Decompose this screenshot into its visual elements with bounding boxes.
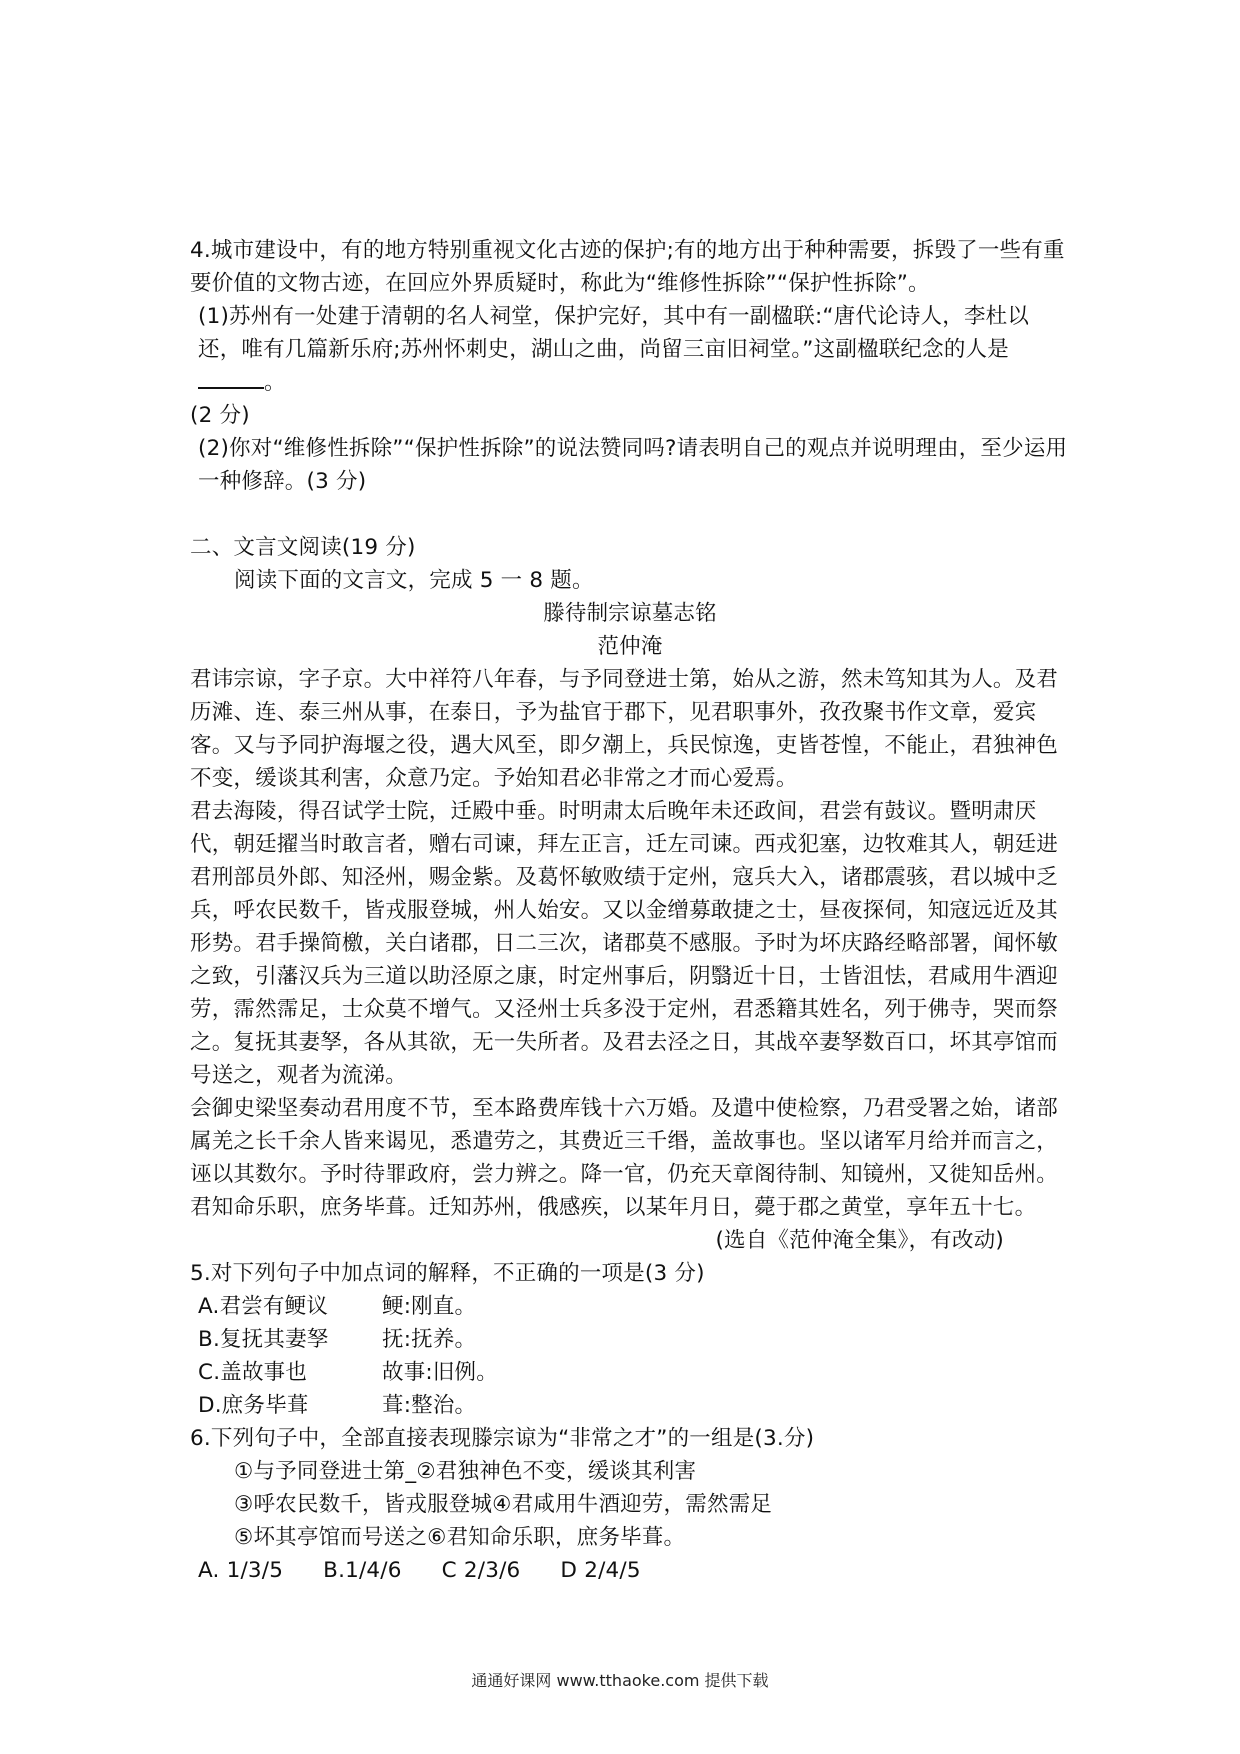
question-6-answer-b: B.1/4/6 bbox=[323, 1558, 402, 1583]
passage-paragraph-2: 君去海陵，得召试学士院，迁殿中垂。时明肃太后晚年未还政间，君尝有鼓议。暨明肃厌代，朝廷擢当时敢言者，赠右司谏，拜左正言，迁左司谏。西戎犯塞，边牧难其人，朝廷进君刑部员外郎、知泾州，赐金紫。及葛怀敏败绩于定州，寇兵大入，诸郡震骇，君以城中乏兵，呼农民数千，皆戎服登城，州人始安。又以金缯募敢捷之士，昼夜探伺，知寇远近及其形势。君手操简檄，关白诸郡，日二三次，诸郡莫不感服。予时为坏庆路经略部署，闻怀敏之致，引藩汉兵为三道以助泾原之康，时定州事后，阴翳近十日，士皆沮怯，君咸用牛酒迎劳，霈然霈足，士众莫不增气。又泾州士兵多没于定州，君悉籍其姓名，列于佛寺，哭而祭之。复抚其妻孥，各从其欲，无一失所者。及君去泾之日，其战卒妻孥数百口，坏其亭馆而号送之，观者为流涕。 bbox=[190, 799, 1059, 1088]
passage-source: (选自《范仲淹全集》，有改动) bbox=[715, 1228, 1004, 1253]
option-gloss: 葺:整治。 bbox=[382, 1393, 477, 1418]
question-6-answer-a: A. 1/3/5 bbox=[198, 1558, 284, 1583]
option-sentence: C.盖故事也 bbox=[198, 1360, 308, 1385]
question-5-option-b bbox=[190, 1323, 1070, 1356]
question-6-line-2: ③呼农民数千，皆戎服登城④君咸用牛酒迎劳，需然需足 bbox=[234, 1492, 773, 1517]
question-6-answer-d: D 2/4/5 bbox=[560, 1558, 641, 1583]
question-6-answers bbox=[190, 1554, 1070, 1587]
page-content bbox=[190, 234, 1070, 1587]
question-4-sub1 bbox=[190, 300, 1070, 399]
passage-author: 范仲淹 bbox=[597, 634, 663, 659]
question-6-stem: 6.下列句子中，全部直接表现滕宗谅为“非常之才”的一组是(3.分) bbox=[190, 1426, 815, 1451]
section-2-heading: 二、文言文阅读(19 分) bbox=[190, 535, 416, 560]
question-5-option-a bbox=[190, 1290, 1070, 1323]
question-6-line-1: ①与予同登进士第_②君独神色不变，缓谈其利害 bbox=[234, 1459, 697, 1484]
passage-paragraph-1: 君讳宗谅，字子京。大中祥符八年春，与予同登进士第，始从之游，然未笃知其为人。及君历滩、连、泰三州从事，在泰日，予为盐官于郡下，见君职事外，孜孜聚书作文章，爱宾客。又与予同护海堰之役，遇大风至，即夕潮上，兵民惊逸，吏皆苍惶，不能止，君独神色不变，缓谈其利害，众意乃定。予始知君必非常之才而心爱焉。 bbox=[190, 667, 1059, 791]
spacer bbox=[190, 498, 1070, 531]
question-4-sub2: (2)你对“维修性拆除”“保护性拆除”的说法赞同吗?请表明自己的观点并说明理由，至少运用一种修辞。(3 分) bbox=[198, 436, 1068, 494]
passage-paragraph-3: 会御史梁坚奏动君用度不节，至本路费库钱十六万婚。及遣中使检察，乃君受署之始，诸部属羌之长千余人皆来谒见，悉遣劳之，其费近三千缗，盖故事也。坚以诸军月给并而言之，诬以其数尔。予时待罪政府，尝力辨之。降一官，仍充天章阁待制、知镜州，又徙知岳州。君知命乐职，庶务毕葺。迁知苏州，俄感疾，以某年月日，薨于郡之黄堂，享年五十七。 bbox=[190, 1096, 1059, 1220]
answer-blank bbox=[198, 367, 264, 389]
question-6-line-3: ⑤坏其亭馆而号送之⑥君知命乐职，庶务毕葺。 bbox=[234, 1525, 686, 1550]
section-2-instruction: 阅读下面的文言文，完成 5 一 8 题。 bbox=[234, 568, 594, 593]
option-sentence: A.君尝有鲠议 bbox=[198, 1294, 329, 1319]
page-footer: 通通好课网 www.tthaoke.com 提供下载 bbox=[471, 1671, 769, 1690]
question-6-answer-c: C 2/3/6 bbox=[441, 1558, 521, 1583]
question-5-option-c bbox=[190, 1356, 1070, 1389]
option-sentence: D.庶务毕葺 bbox=[198, 1393, 309, 1418]
option-gloss: 故事:旧例。 bbox=[382, 1360, 498, 1385]
option-gloss: 抚:抚养。 bbox=[382, 1327, 477, 1352]
question-5-stem: 5.对下列句子中加点词的解释，不正确的一项是(3 分) bbox=[190, 1261, 705, 1286]
question-4-sub1-score: (2 分) bbox=[190, 403, 250, 428]
question-5-option-d bbox=[190, 1389, 1070, 1422]
passage-title: 滕待制宗谅墓志铭 bbox=[543, 601, 717, 626]
option-sentence: B.复抚其妻孥 bbox=[198, 1327, 329, 1352]
question-4-stem: 4.城市建设中，有的地方特别重视文化古迹的保护;有的地方出于种种需要，拆毁了一些有重要价值的文物古迹，在回应外界质疑时，称此为“维修性拆除”“保护性拆除”。 bbox=[190, 238, 1065, 296]
question-4-sub1-end: 。 bbox=[264, 370, 286, 395]
question-4-sub1-text: (1)苏州有一处建于清朝的名人祠堂，保护完好，其中有一副楹联:“唐代论诗人，李杜以还，唯有几篇新乐府;苏州怀刺史，湖山之曲，尚留三亩旧祠堂。”这副楹联纪念的人是 bbox=[198, 304, 1030, 362]
option-gloss: 鲠:刚直。 bbox=[382, 1294, 477, 1319]
